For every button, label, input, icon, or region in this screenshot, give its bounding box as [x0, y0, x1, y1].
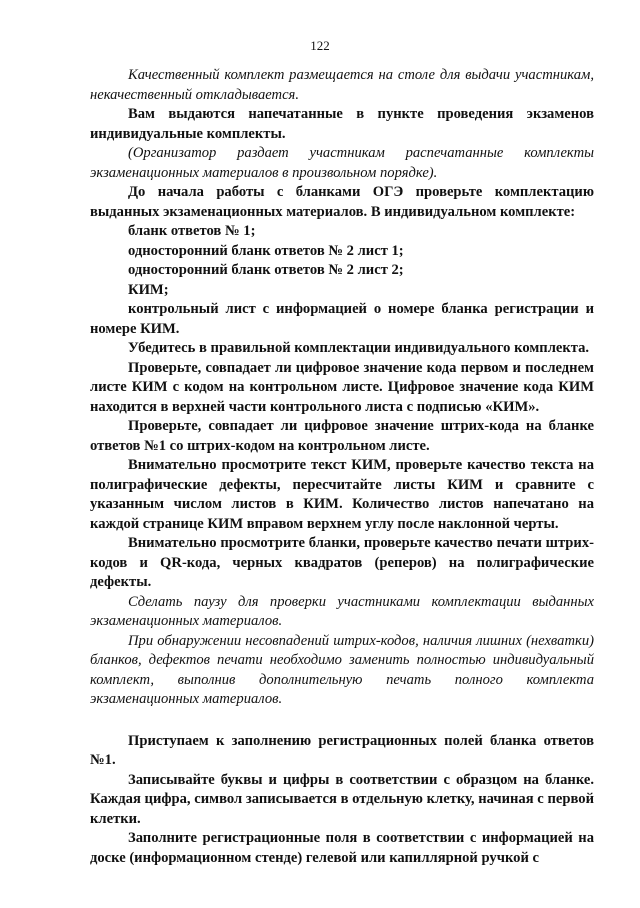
section-gap — [90, 710, 594, 732]
paragraph: При обнаружении несовпадений штрих-кодов, наличия лишних (нехватки) бланков, дефектов печати необходимо заменить полностью индивидуальный комплект, выполнив дополнительную печать полного комплекта экзаменационных материалов. — [90, 632, 594, 707]
paragraph: До начала работы с бланками ОГЭ проверьте комплектацию выданных экзаменационных материалов. В индивидуальном комплекте: — [90, 184, 594, 220]
paragraph: Убедитесь в правильной комплектации индивидуального комплекта. — [128, 340, 590, 356]
paragraph: Качественный комплект размещается на столе для выдачи участникам, некачественный откладывается. — [90, 67, 594, 103]
paragraph: Внимательно просмотрите бланки, проверьте качество печати штрих-кодов и QR-кода, черных квадратов (реперов) на полиграфические дефекты. — [90, 535, 594, 590]
paragraph: Записывайте буквы и цифры в соответствии с образцом на бланке. Каждая цифра, символ записывается в отдельную клетку, начиная с первой клетки. — [90, 771, 594, 827]
paragraph: Проверьте, совпадает ли цифровое значение штрих-кода на бланке ответов №1 со штрих-кодом на контрольном листе. — [90, 418, 594, 454]
paragraph: Сделать паузу для проверки участниками комплектации выданных экзаменационных материалов. — [90, 593, 594, 629]
list-item: бланк ответов № 1; — [128, 223, 256, 239]
page-number: 122 — [310, 38, 330, 53]
paragraph: Приступаем к заполнению регистрационных полей бланка ответов №1. — [90, 732, 594, 768]
paragraph: (Организатор раздает участникам распечатанные комплекты экзаменационных материалов в произвольном порядке). — [90, 145, 594, 181]
document-body — [90, 66, 594, 868]
paragraph: Внимательно просмотрите текст КИМ, проверьте качество текста на полиграфические дефекты, пересчитайте листы КИМ и сравните с указанным числом листов в КИМ. Количество листов напечатано на каждой странице КИМ вправом верхнем углу после наклонной черты. — [90, 457, 594, 532]
list-item: односторонний бланк ответов № 2 лист 2; — [128, 262, 404, 278]
list-item: односторонний бланк ответов № 2 лист 1; — [128, 242, 404, 259]
paragraph: Заполните регистрационные поля в соответствии с информацией на доске (информационном стенде) гелевой или капиллярной ручкой с — [90, 830, 594, 866]
paragraph: Проверьте, совпадает ли цифровое значение кода первом и последнем листе КИМ с кодом на контрольном листе. Цифровое значение кода КИМ находится в верхней части контрольного листа с подписью «КИМ». — [90, 359, 594, 415]
paragraph: Вам выдаются напечатанные в пункте проведения экзаменов индивидуальные комплекты. — [90, 106, 594, 142]
list-item: контрольный лист с информацией о номере бланка регистрации и номере КИМ. — [90, 301, 594, 337]
list-item: КИМ; — [128, 281, 169, 298]
